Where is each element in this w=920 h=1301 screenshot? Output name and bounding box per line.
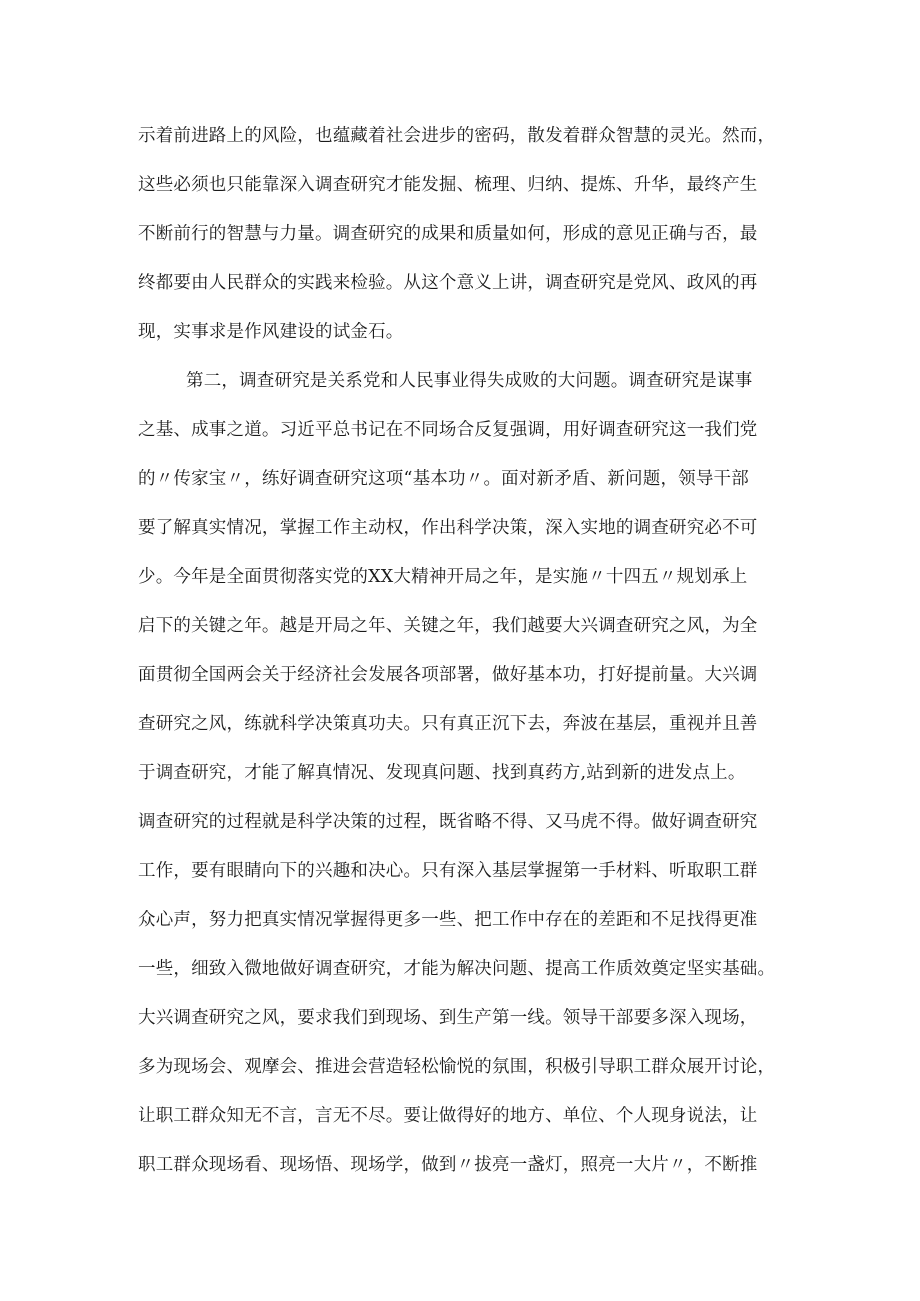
- text-line: 面贯彻全国两会关于经济社会发展各项部署，做好基本功，打好提前量。大兴调: [138, 665, 758, 685]
- text-line: 现，实事求是作风建设的试金石。: [138, 322, 404, 342]
- text-line: 这些必须也只能靠深入调查研究才能发掘、梳理、归纳、提炼、升华，最终产生: [138, 175, 758, 195]
- text-line: 多为现场会、观摩会、推进会营造轻松愉悦的氛围，积极引导职工群众展开讨论，: [138, 1057, 776, 1077]
- text-line: 不断前行的智慧与力量。调查研究的成果和质量如何，形成的意见正确与否，最: [138, 224, 758, 244]
- text-line: 让职工群众知无不言，言无不尽。要让做得好的地方、单位、个人现身说法，让: [138, 1106, 758, 1126]
- text-line: 大兴调查研究之风，要求我们到现场、到生产第一线。领导干部要多深入现场，: [138, 1008, 758, 1028]
- text-line: 示着前进路上的风险，也蕴藏着社会进步的密码，散发着群众智慧的灵光。然而，: [138, 126, 776, 146]
- text-line: 一些，细致入微地做好调查研究，才能为解决问题、提高工作质效奠定坚实基础。: [138, 959, 776, 979]
- text-line: 终都要由人民群众的实践来检验。从这个意义上讲，调查研究是党风、政风的再: [138, 273, 758, 293]
- text-line: 于调查研究，才能了解真情况、发现真问题、找到真药方,站到新的进发点上。: [138, 763, 746, 783]
- text-line: 之基、成事之道。习近平总书记在不同场合反复强调，用好调查研究这一我们党: [138, 420, 758, 440]
- text-line: 调查研究的过程就是科学决策的过程，既省略不得、又马虎不得。做好调查研究: [138, 812, 758, 832]
- text-line: 少。今年是全面贯彻落实党的XX大精神开局之年，是实施〃十四五〃规划承上: [138, 567, 748, 587]
- text-line: 众心声，努力把真实情况掌握得更多一些、把工作中存在的差距和不足找得更准: [138, 910, 758, 930]
- text-line: 职工群众现场看、现场悟、现场学，做到〃拔亮一盏灯，照亮一大片〃，不断推: [138, 1155, 758, 1175]
- text-line: 的〃传家宝〃，练好调查研究这项“基本功〃。面对新矛盾、新问题，领导干部: [138, 469, 749, 489]
- text-line: 启下的关键之年。越是开局之年、关键之年，我们越要大兴调查研究之风，为全: [138, 616, 758, 636]
- text-line: 要了解真实情况，掌握工作主动权，作出科学决策，深入实地的调查研究必不可: [138, 518, 758, 538]
- paragraph-start-line: 第二，调查研究是关系党和人民事业得失成败的大问题。调查研究是谋事: [186, 371, 753, 391]
- text-line: 查研究之风，练就科学决策真功夫。只有真正沉下去，奔波在基层，重视并且善: [138, 714, 758, 734]
- text-line: 工作，要有眼睛向下的兴趣和决心。只有深入基层掌握第一手材料、听取职工群: [138, 861, 758, 881]
